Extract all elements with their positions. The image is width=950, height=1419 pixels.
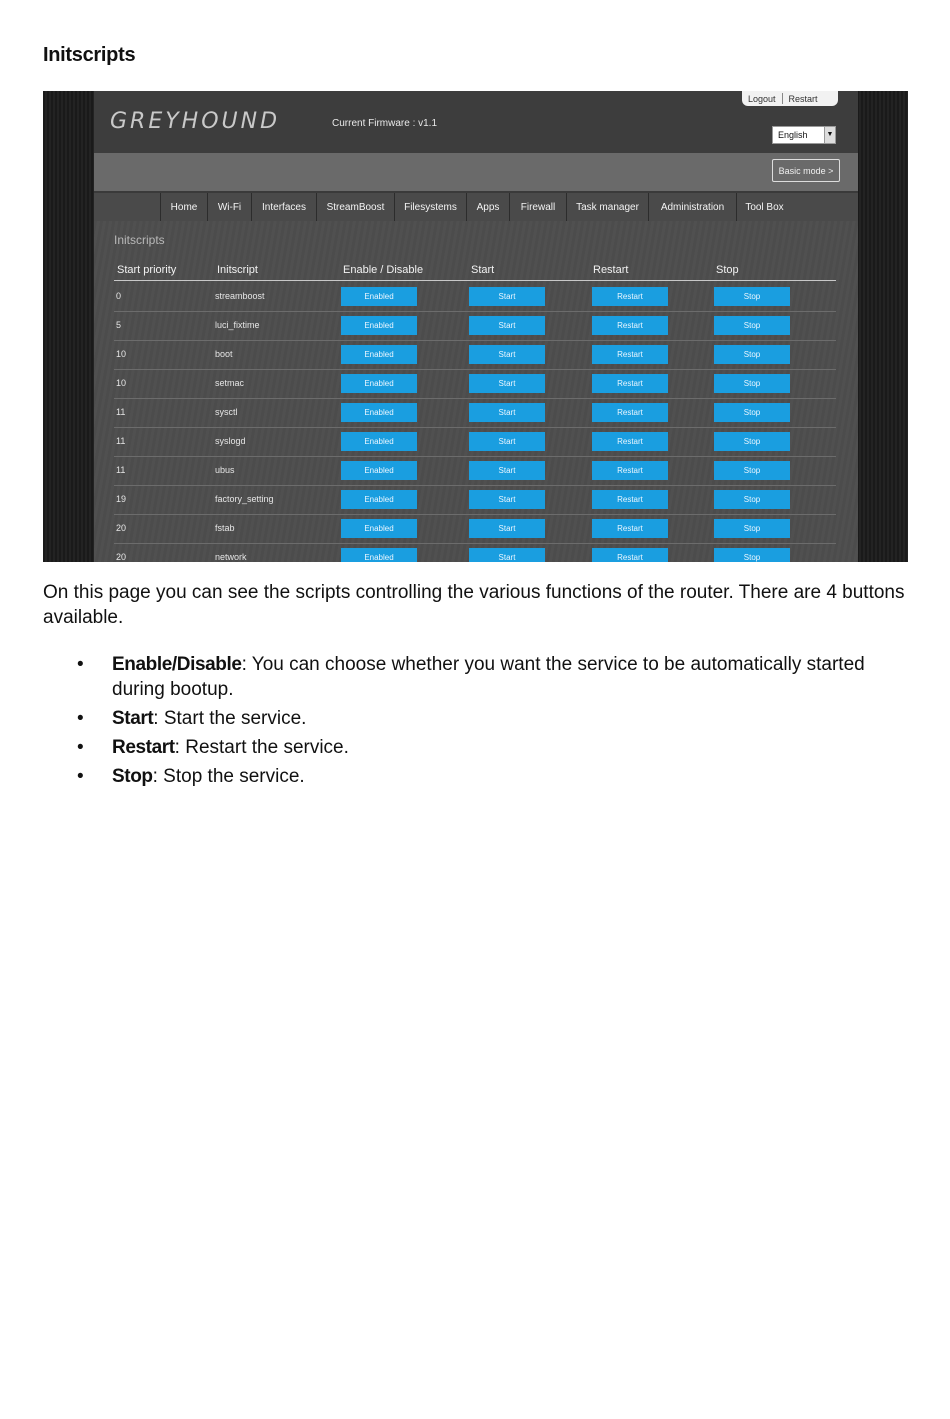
list-text: : Stop the service. bbox=[152, 766, 305, 787]
nav-streamboost[interactable]: StreamBoost bbox=[316, 193, 394, 221]
table-row bbox=[114, 456, 836, 486]
stop-button[interactable]: Stop bbox=[714, 490, 790, 509]
initscript-cell: streamboost bbox=[215, 291, 265, 301]
firmware-version: Current Firmware : v1.1 bbox=[332, 118, 438, 129]
priority-cell: 10 bbox=[116, 349, 127, 359]
list-item bbox=[43, 652, 913, 702]
basic-mode-button[interactable]: Basic mode > bbox=[772, 159, 840, 182]
enable-toggle-button[interactable]: Enabled bbox=[341, 316, 417, 335]
table-row bbox=[114, 340, 836, 370]
start-button[interactable]: Start bbox=[469, 345, 545, 364]
background-right bbox=[857, 91, 908, 562]
initscript-cell: syslogd bbox=[215, 436, 246, 446]
stop-button[interactable]: Stop bbox=[714, 403, 790, 422]
restart-button[interactable]: Restart bbox=[592, 548, 668, 562]
stop-button[interactable]: Stop bbox=[714, 432, 790, 451]
initscript-cell: factory_setting bbox=[215, 494, 274, 504]
restart-button[interactable]: Restart bbox=[592, 403, 668, 422]
table-row bbox=[114, 369, 836, 399]
initscript-cell: setmac bbox=[215, 378, 245, 388]
nav-apps[interactable]: Apps bbox=[466, 193, 509, 221]
session-links bbox=[742, 91, 838, 106]
mode-bar bbox=[94, 153, 858, 191]
initscript-cell: luci_fixtime bbox=[215, 320, 260, 330]
restart-button[interactable]: Restart bbox=[592, 519, 668, 538]
table-row bbox=[114, 398, 836, 428]
router-ui-screenshot bbox=[43, 91, 908, 562]
start-button[interactable]: Start bbox=[469, 287, 545, 306]
restart-button[interactable]: Restart bbox=[592, 461, 668, 480]
start-button[interactable]: Start bbox=[469, 548, 545, 562]
restart-button[interactable]: Restart bbox=[592, 287, 668, 306]
logout-link[interactable]: Logout bbox=[748, 93, 776, 104]
section-title: Initscripts bbox=[114, 233, 165, 247]
enable-toggle-button[interactable]: Enabled bbox=[341, 519, 417, 538]
list-item bbox=[43, 764, 913, 789]
priority-cell: 20 bbox=[116, 552, 127, 562]
nav-firewall[interactable]: Firewall bbox=[509, 193, 566, 221]
list-term: Start bbox=[112, 708, 154, 729]
table-row bbox=[114, 427, 836, 457]
priority-cell: 20 bbox=[116, 523, 127, 533]
background-left bbox=[43, 91, 94, 562]
enable-toggle-button[interactable]: Enabled bbox=[341, 403, 417, 422]
priority-cell: 10 bbox=[116, 378, 127, 388]
table-row bbox=[114, 282, 836, 312]
restart-button[interactable]: Restart bbox=[592, 316, 668, 335]
column-header-initscript: Initscript bbox=[217, 264, 258, 276]
column-header-stop: Stop bbox=[716, 264, 739, 276]
description-paragraph: On this page you can see the scripts controlling the various functions of the router. There are 4 buttons available. bbox=[43, 582, 905, 628]
list-text: : Start the service. bbox=[153, 708, 307, 729]
priority-cell: 11 bbox=[116, 407, 126, 417]
list-item bbox=[43, 706, 913, 731]
column-header-restart: Restart bbox=[593, 264, 629, 276]
initscript-cell: ubus bbox=[215, 465, 235, 475]
stop-button[interactable]: Stop bbox=[714, 461, 790, 480]
restart-link[interactable]: Restart bbox=[788, 93, 818, 104]
priority-cell: 11 bbox=[116, 465, 126, 475]
priority-cell: 19 bbox=[116, 494, 127, 504]
initscript-cell: sysctl bbox=[215, 407, 238, 417]
bullet-icon: • bbox=[77, 654, 84, 675]
enable-toggle-button[interactable]: Enabled bbox=[341, 432, 417, 451]
nav-administration[interactable]: Administration bbox=[648, 193, 736, 221]
table-row bbox=[114, 514, 836, 544]
chevron-down-icon: ▼ bbox=[824, 127, 835, 143]
enable-toggle-button[interactable]: Enabled bbox=[341, 374, 417, 393]
list-text: : Restart the service. bbox=[174, 737, 349, 758]
start-button[interactable]: Start bbox=[469, 316, 545, 335]
list-term: Enable/Disable bbox=[112, 654, 242, 675]
stop-button[interactable]: Stop bbox=[714, 287, 790, 306]
list-text: : You can choose whether you want the service to be automatically started during bootup. bbox=[112, 654, 865, 700]
language-select[interactable] bbox=[772, 126, 836, 144]
priority-cell: 5 bbox=[116, 320, 122, 330]
restart-button[interactable]: Restart bbox=[592, 374, 668, 393]
bullet-icon: • bbox=[77, 766, 84, 787]
bullet-icon: • bbox=[77, 708, 84, 729]
stop-button[interactable]: Stop bbox=[714, 374, 790, 393]
nav-home[interactable]: Home bbox=[160, 193, 207, 221]
language-value: English bbox=[778, 130, 808, 140]
restart-button[interactable]: Restart bbox=[592, 432, 668, 451]
table-row bbox=[114, 485, 836, 515]
column-header-priority: Start priority bbox=[117, 264, 177, 276]
restart-button[interactable]: Restart bbox=[592, 345, 668, 364]
start-button[interactable]: Start bbox=[469, 461, 545, 480]
enable-toggle-button[interactable]: Enabled bbox=[341, 345, 417, 364]
nav-interfaces[interactable]: Interfaces bbox=[251, 193, 316, 221]
start-button[interactable]: Start bbox=[469, 374, 545, 393]
start-button[interactable]: Start bbox=[469, 432, 545, 451]
list-term: Restart bbox=[112, 737, 175, 758]
table-row bbox=[114, 543, 836, 562]
enable-toggle-button[interactable]: Enabled bbox=[341, 461, 417, 480]
bullet-icon: • bbox=[77, 737, 84, 758]
header-divider bbox=[114, 280, 836, 281]
nav-task-manager[interactable]: Task manager bbox=[566, 193, 648, 221]
enable-toggle-button[interactable]: Enabled bbox=[341, 548, 417, 562]
table-row bbox=[114, 311, 836, 341]
main-nav bbox=[94, 193, 858, 221]
list-term: Stop bbox=[112, 766, 153, 787]
enable-toggle-button[interactable]: Enabled bbox=[341, 490, 417, 509]
stop-button[interactable]: Stop bbox=[714, 519, 790, 538]
priority-cell: 0 bbox=[116, 291, 122, 301]
greyhound-logo: GREYHOUND bbox=[110, 109, 281, 134]
nav-filesystems[interactable]: Filesystems bbox=[394, 193, 466, 221]
initscripts-content bbox=[94, 221, 858, 562]
column-header-start: Start bbox=[471, 264, 495, 276]
initscript-cell: fstab bbox=[215, 523, 235, 533]
button-list bbox=[43, 652, 913, 793]
enable-toggle-button[interactable]: Enabled bbox=[341, 287, 417, 306]
stop-button[interactable]: Stop bbox=[714, 345, 790, 364]
stop-button[interactable]: Stop bbox=[714, 548, 790, 562]
initscript-cell: boot bbox=[215, 349, 233, 359]
nav-wifi[interactable]: Wi-Fi bbox=[207, 193, 251, 221]
page-title: Initscripts bbox=[43, 44, 136, 66]
stop-button[interactable]: Stop bbox=[714, 316, 790, 335]
list-item bbox=[43, 735, 913, 760]
initscript-cell: network bbox=[215, 552, 247, 562]
start-button[interactable]: Start bbox=[469, 519, 545, 538]
start-button[interactable]: Start bbox=[469, 403, 545, 422]
priority-cell: 11 bbox=[116, 436, 126, 446]
router-header bbox=[94, 91, 858, 153]
restart-button[interactable]: Restart bbox=[592, 490, 668, 509]
router-panel bbox=[94, 91, 858, 562]
nav-tool-box[interactable]: Tool Box bbox=[736, 193, 792, 221]
column-header-enable: Enable / Disable bbox=[343, 264, 424, 276]
start-button[interactable]: Start bbox=[469, 490, 545, 509]
